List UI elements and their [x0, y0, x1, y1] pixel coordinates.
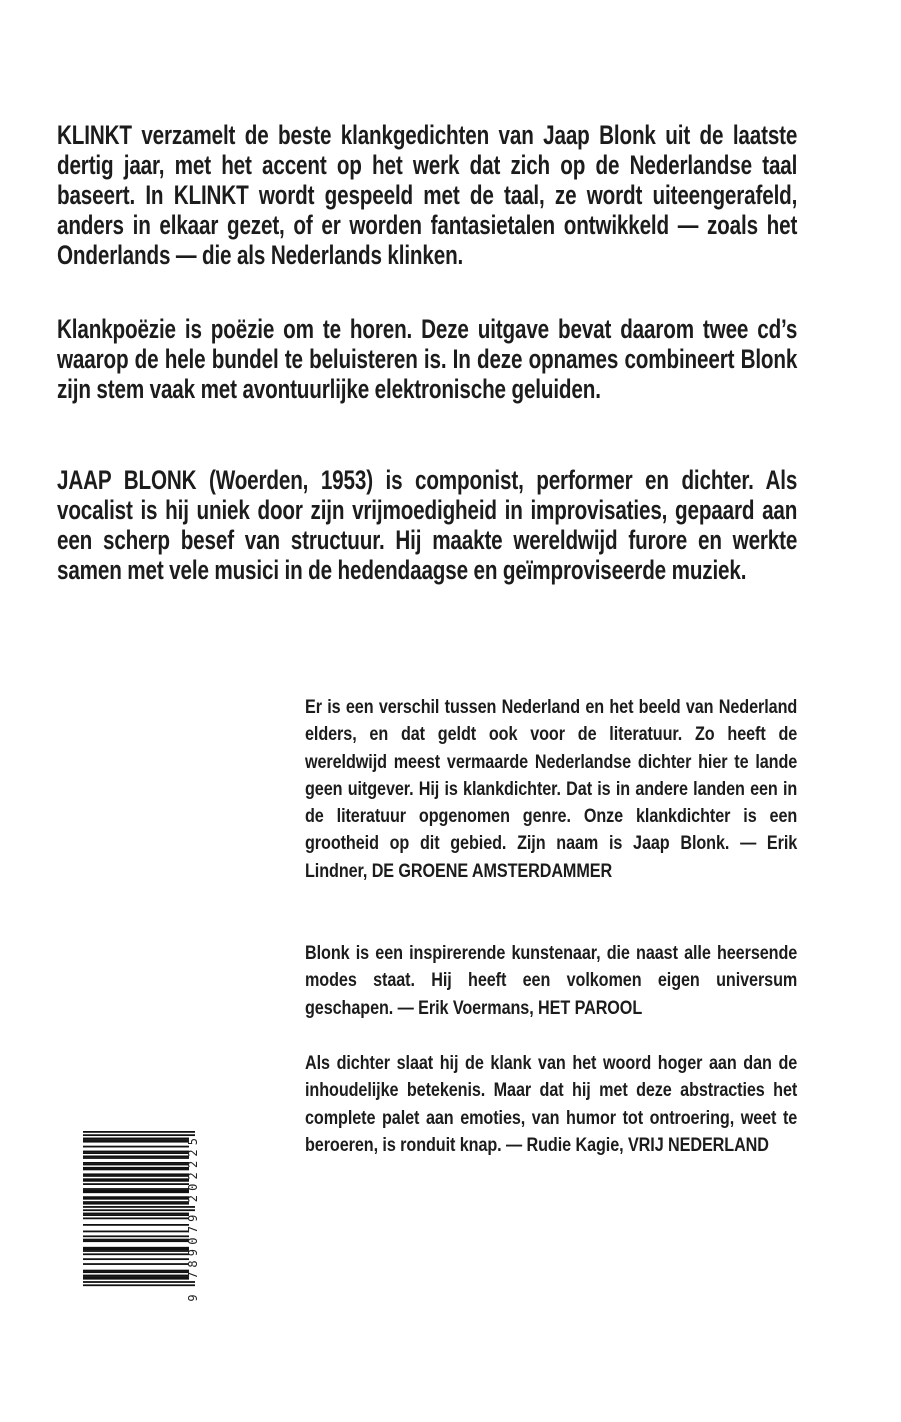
review-quote-2: Blonk is een inspirerende kunstenaar, die naast alle heersende modes staat. Hij heeft een volkomen eigen universum geschapen. — Erik Voermans, HET PAROOL [305, 942, 798, 1019]
svg-text:8: 8 [186, 1260, 200, 1268]
barcode-icon [83, 1131, 208, 1306]
svg-text:2: 2 [186, 1160, 200, 1169]
svg-text:9: 9 [186, 1214, 200, 1222]
isbn-barcode [83, 1131, 208, 1306]
svg-text:9: 9 [186, 1248, 200, 1257]
svg-text:2: 2 [186, 1172, 200, 1180]
svg-text:0: 0 [186, 1237, 200, 1245]
svg-text:7: 7 [186, 1226, 200, 1234]
review-quote-3: Als dichter slaat hij de klank van het woord hoger aan dan de inhoudelijke betekenis. Maar dat hij met deze abstracties het complete palet aan emoties, van humor tot ontroering, weet te beroeren, is ronduit knap. — Rudie Kagie, VRIJ NEDERLAND [305, 1052, 798, 1156]
blurb-paragraph-1: KLINKT verzamelt de beste klankgedichten van Jaap Blonk uit de laatste dertig jaar, met het accent op het werk dat zich op de Nederlandse taal baseert. In KLINKT wordt gespeeld met de taal, ze wordt uiteengerafeld, anders in elkaar gezet, of er worden fantasietalen ontwikkeld — zoals het Onderlands — die als Nederlands klinken. [57, 120, 798, 270]
svg-text:7: 7 [186, 1271, 200, 1280]
review-quote-1: Er is een verschil tussen Nederland en het beeld van Nederland elders, en dat geldt ook voor de literatuur. Zo heeft de wereldwijd meest vermaarde Nederlandse dichter hier te lande geen uitgever. Hij is klankdichter. Dat is in andere landen een in de literatuur opgenomen genre. Onze klankdichter is een grootheid op dit gebied. Zijn naam is Jaap Blonk. — Erik Lindner, DE GROENE AMSTERDAMMER [305, 696, 798, 882]
blurb-paragraph-2: Klankpoëzie is poëzie om te horen. Deze uitgave bevat daarom twee cd’s waarop de hele bundel te beluisteren is. In deze opnames combineert Blonk zijn stem vaak met avontuurlijke elektronische geluiden. [57, 314, 798, 404]
svg-text:9: 9 [186, 1294, 200, 1302]
blurb-paragraph-3: JAAP BLONK (Woerden, 1953) is componist, performer en dichter. Als vocalist is hij uniek door zijn vrijmoedigheid in improvisaties, gepaard aan een scherp besef van structuur. Hij maakte wereldwijd furore en werkte samen met vele musici in de hedendaagse en geïmproviseerde muziek. [57, 465, 798, 585]
svg-text:5: 5 [186, 1137, 200, 1146]
svg-text:0: 0 [186, 1183, 200, 1191]
svg-text:2: 2 [186, 1195, 200, 1203]
svg-text:2: 2 [186, 1149, 200, 1157]
